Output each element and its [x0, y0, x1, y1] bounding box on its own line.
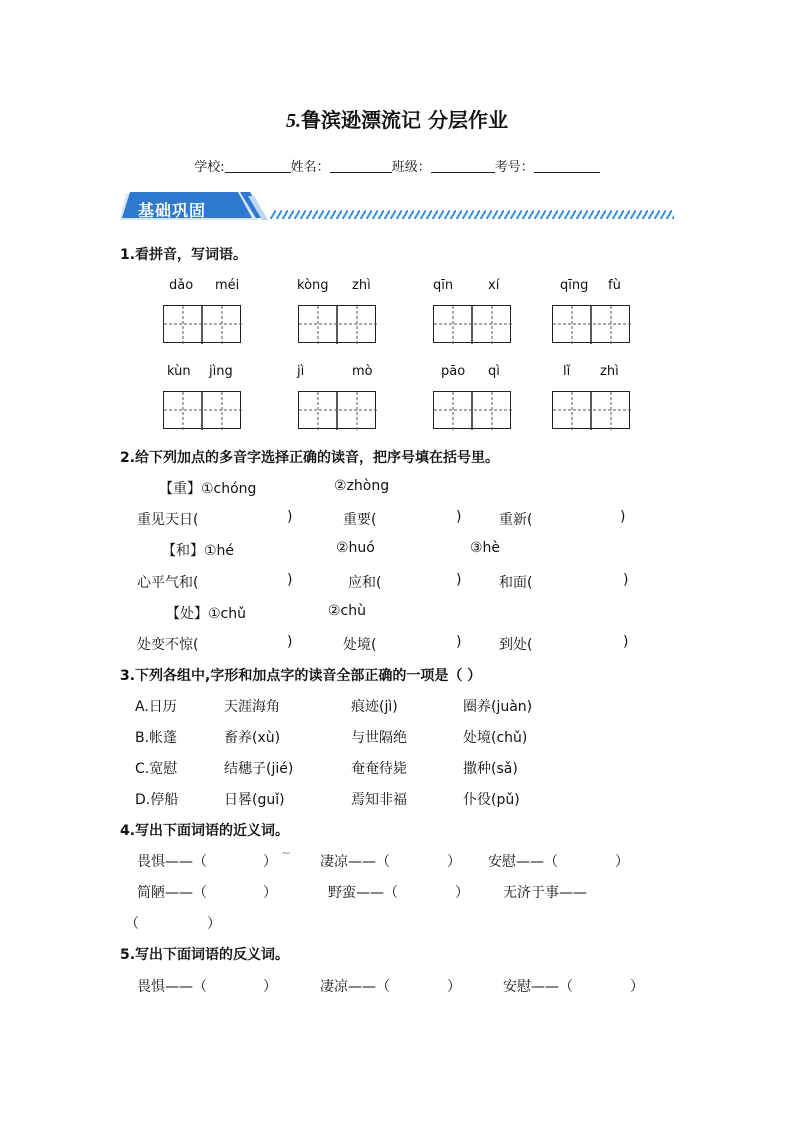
exam-no-blank[interactable]	[534, 159, 600, 173]
exam-no-label: 考号：	[494, 160, 534, 175]
close-paren: )	[623, 572, 629, 588]
option-b-label[interactable]: B.帐蓬	[135, 730, 178, 746]
pinyin: dǎo	[169, 278, 194, 293]
word-item: 重新(	[499, 512, 533, 528]
tianzige-box[interactable]	[552, 391, 630, 429]
class-label: 班级：	[391, 160, 431, 175]
reading-option: ③hè	[470, 540, 501, 556]
tianzige-box[interactable]	[163, 305, 241, 343]
pinyin: kòng	[297, 278, 329, 293]
pinyin: xí	[488, 278, 500, 293]
option-word: 结穗子(jié)	[224, 761, 294, 777]
student-info-line	[0, 156, 794, 175]
word-item: 安慰——（	[503, 979, 573, 995]
pinyin: zhì	[352, 278, 371, 293]
option-word: 处境(chǔ)	[463, 730, 528, 746]
close-paren: )	[620, 509, 626, 525]
close-paren: )	[623, 634, 629, 650]
close-paren: ）	[455, 885, 469, 901]
close-paren: ）	[263, 854, 277, 870]
option-c-label[interactable]: C.宽慰	[135, 761, 178, 777]
option-word: 焉知非福	[351, 792, 407, 808]
word-item: 处变不惊(	[137, 637, 199, 653]
word-item: 到处(	[499, 637, 533, 653]
char-zhong-readings: 【重】①chóng	[159, 481, 257, 497]
option-word: 天涯海角	[224, 699, 280, 715]
pinyin: jì	[297, 364, 305, 379]
pinyin: qì	[488, 364, 500, 379]
close-paren: )	[287, 572, 293, 588]
option-word: 痕迹(jì)	[351, 699, 398, 715]
close-paren: ）	[207, 916, 221, 932]
option-word: 畜养(xù)	[224, 730, 281, 746]
word-item: 重见天日(	[137, 512, 199, 528]
question-1-title: 1.看拼音，写词语。	[120, 247, 248, 263]
tilde-mark: ~	[281, 846, 292, 860]
word-item: 畏惧——（	[137, 979, 207, 995]
school-label: 学校:	[194, 160, 225, 175]
close-paren: )	[456, 572, 462, 588]
pinyin: jìng	[209, 364, 233, 379]
class-blank[interactable]	[431, 159, 495, 173]
question-2-title: 2.给下列加点的多音字选择正确的读音，把序号填在括号里。	[120, 450, 500, 466]
tianzige-box[interactable]	[298, 391, 376, 429]
close-paren: ）	[630, 979, 644, 995]
tianzige-box[interactable]	[163, 391, 241, 429]
close-paren: )	[456, 634, 462, 650]
word-item: 应和(	[348, 575, 382, 591]
option-d-label[interactable]: D.停船	[135, 792, 179, 808]
pinyin: lǐ	[563, 364, 571, 379]
close-paren: )	[287, 634, 293, 650]
word-item: 畏惧——（	[137, 854, 207, 870]
tianzige-box[interactable]	[433, 391, 511, 429]
word-item: 简陋——（	[137, 885, 207, 901]
question-3-title: 3.下列各组中,字形和加点字的读音全部正确的一项是（ ）	[120, 668, 482, 684]
word-item: 凄凉——（	[320, 979, 390, 995]
char-he-readings: 【和】①hé	[162, 543, 235, 559]
school-blank[interactable]	[225, 159, 291, 173]
word-item: 心平气和(	[137, 575, 199, 591]
word-item: 安慰——（	[488, 854, 558, 870]
word-item: 凄凉——（	[320, 854, 390, 870]
open-paren: （	[125, 916, 139, 932]
reading-option: ②zhòng	[334, 478, 390, 494]
title-text: 鲁滨逊漂流记 分层作业	[301, 108, 508, 132]
option-word: 奄奄待毙	[351, 761, 407, 777]
pinyin: kùn	[167, 364, 191, 379]
close-paren: ）	[263, 885, 277, 901]
title-number: 5.	[286, 110, 302, 132]
word-item: 无济于事——	[503, 885, 587, 901]
close-paren: )	[287, 509, 293, 525]
close-paren: ）	[447, 854, 461, 870]
option-word: 日晷(guǐ)	[224, 792, 285, 808]
pinyin: qīn	[433, 278, 454, 293]
option-word: 仆役(pǔ)	[463, 792, 520, 808]
pinyin: fù	[608, 278, 621, 293]
tianzige-box[interactable]	[552, 305, 630, 343]
question-4-title: 4.写出下面词语的近义词。	[120, 823, 290, 839]
char-chu-readings: 【处】①chǔ	[166, 606, 246, 622]
close-paren: ）	[447, 979, 461, 995]
pinyin: pāo	[441, 364, 466, 379]
word-item: 处境(	[343, 637, 377, 653]
option-a-label[interactable]: A.日历	[135, 699, 177, 715]
close-paren: ）	[263, 979, 277, 995]
word-item: 和面(	[499, 575, 533, 591]
tianzige-box[interactable]	[433, 305, 511, 343]
option-word: 撒种(sǎ)	[463, 761, 518, 777]
reading-option: ②chù	[328, 603, 366, 619]
pinyin: mò	[352, 364, 373, 379]
option-word: 圈养(juàn)	[463, 699, 533, 715]
word-item: 重要(	[343, 512, 377, 528]
pinyin: zhì	[600, 364, 619, 379]
name-blank[interactable]	[330, 159, 392, 173]
page-title	[0, 104, 794, 133]
reading-option: ②huó	[336, 540, 375, 556]
pinyin: qīng	[560, 278, 589, 293]
close-paren: ）	[615, 854, 629, 870]
name-label: 姓名：	[290, 160, 330, 175]
question-5-title: 5.写出下面词语的反义词。	[120, 947, 290, 963]
option-word: 与世隔绝	[351, 730, 407, 746]
close-paren: )	[456, 509, 462, 525]
section-label: 基础巩固	[138, 201, 207, 220]
pinyin: méi	[215, 278, 240, 293]
word-item: 野蛮——（	[328, 885, 398, 901]
tianzige-box[interactable]	[298, 305, 376, 343]
